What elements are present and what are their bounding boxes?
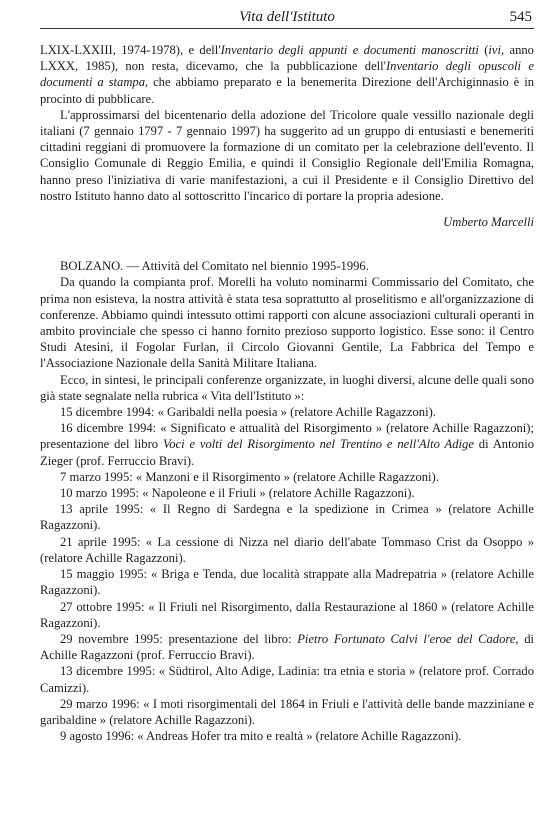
text-run: che abbiamo preparato e la benemerita Direzione dell'Archiginnasio è in procinto di pubblicare.	[40, 75, 534, 106]
text-run: di Antonio Zieger (prof. Ferruccio Bravi).	[40, 437, 534, 468]
conference-entry	[40, 631, 534, 663]
italic-run: ivi,	[488, 43, 505, 57]
conference-entry: 10 marzo 1995: « Napoleone e il Friuli » (relatore Achille Ragazzoni).	[60, 486, 415, 501]
paragraph-tricolore: L'approssimarsi del bicentenario della adozione del Tricolore quale vessillo nazionale degli italiani (7 gennaio 1797 - 7 gennaio 1997) ha suggerito ad un gruppo di entusiasti e benemeriti cittadini reggiani di promuovere la formazione di un comitato per la celebrazione dell'evento. Il Consiglio Comunale di Reggio Emilia, e quindi il Consiglio Regionale dell'Emilia Romagna, hanno preso l'iniziativa di varie manifestazioni, a cui il Presidente e il Consiglio Direttivo del nostro Istituto hanno dato al sottoscritto l'incarico di portare la propria adesione.	[40, 107, 534, 203]
body-text	[40, 42, 534, 744]
book-title: Pietro Fortunato Calvi l'eroe del Cadore,	[297, 631, 519, 646]
conference-entry: 9 agosto 1996: « Andreas Hofer tra mito e realtà » (relatore Achille Ragazzoni).	[60, 729, 462, 744]
paragraph-continuation	[40, 42, 534, 107]
text-run: 29 novembre 1995: presentazione del libro:	[60, 631, 298, 646]
conference-entry: 15 maggio 1995: « Briga e Tenda, due località strappate alla Madrepatria » (relatore Achille Ragazzoni).	[40, 567, 534, 598]
author-signature: Umberto Marcelli	[443, 215, 534, 230]
italic-title-run: Inventario degli appunti e documenti manoscritti	[220, 43, 479, 57]
paragraph-summary: Ecco, in sintesi, le principali conferenze organizzate, in luoghi diversi, alcune delle quali sono già state segnalate nella rubrica « Vita dell'Istituto »:	[40, 372, 534, 403]
book-title: Voci e volti del Risorgimento nel Trentino e nell'Alto Adige	[162, 437, 474, 452]
conference-entry: 15 dicembre 1994: « Garibaldi nella poesia » (relatore Achille Ragazzoni).	[60, 405, 436, 420]
conference-entry: 13 aprile 1995: « Il Regno di Sardegna e la spedizione in Crimea » (relatore Achille Ragazzoni).	[40, 502, 534, 533]
text-run: di Achille Ragazzoni (prof. Ferruccio Bravi).	[40, 631, 534, 663]
running-title: Vita dell'Istituto	[239, 9, 335, 25]
conference-entry: 7 marzo 1995: « Manzoni e il Risorgimento » (relatore Achille Ragazzoni).	[60, 469, 439, 484]
text-run: anno LXXX, 1985), non resta, dicevamo, che la pubblicazione dell'	[40, 43, 534, 74]
section-heading-rest: — Attività del Comitato nel biennio 1995-1996.	[123, 259, 369, 274]
paragraph-intro: Da quando la compianta prof. Morelli ha voluto nominarmi Commissario del Comitato, che prima non esisteva, la nostra attività è stata tesa soprattutto al proselitismo e all'organizzazione di conferenze. Abbiamo quindi intessuto ottimi rapporti con alcune associazioni culturali operanti in ambito provinciale che spesso ci hanno fornito prezioso supporto logistico. Esse sono: il Centro Studi Atesini, il Fogolar Furlan, il Circolo Giovanni Gentile, La Fabbrica del Tempo e l'Associazione Nazionale della Sanità Militare Italiana.	[40, 275, 534, 371]
section-gap	[40, 230, 534, 258]
italic-title-run: Inventario degli opuscoli e documenti a stampa,	[40, 59, 534, 90]
section-heading	[40, 258, 534, 274]
conference-entry: 27 ottobre 1995: « Il Friuli nel Risorgimento, dalla Restaurazione al 1860 » (relatore Achille Ragazzoni).	[40, 599, 534, 630]
conference-entry	[40, 420, 534, 469]
text-run: (	[478, 43, 489, 57]
conference-entry: 13 dicembre 1995: « Südtirol, Alto Adige, Ladinia: tra etnia e storia » (relatore prof. Corrado Camizzi).	[40, 664, 534, 695]
running-header	[40, 6, 534, 29]
text-run: 16 dicembre 1994: « Significato e attualità del Risorgimento » (relatore Achille Ragazzoni); presentazione del libro	[40, 421, 534, 452]
section-heading-place: BOLZANO.	[60, 259, 124, 274]
conference-entry: 21 aprile 1995: « La cessione di Nizza nel diario dell'abate Tommaso Crist da Osoppo » (relatore Achille Ragazzoni).	[40, 534, 534, 565]
text-run: LXIX-LXXIII, 1974-1978), e dell'	[40, 43, 221, 57]
page-number: 545	[509, 9, 532, 25]
conference-entry: 29 marzo 1996: « I moti risorgimentali del 1864 in Friuli e l'attività delle bande mazziniane e garibaldine » (relatore Achille Ragazzoni).	[40, 696, 534, 727]
